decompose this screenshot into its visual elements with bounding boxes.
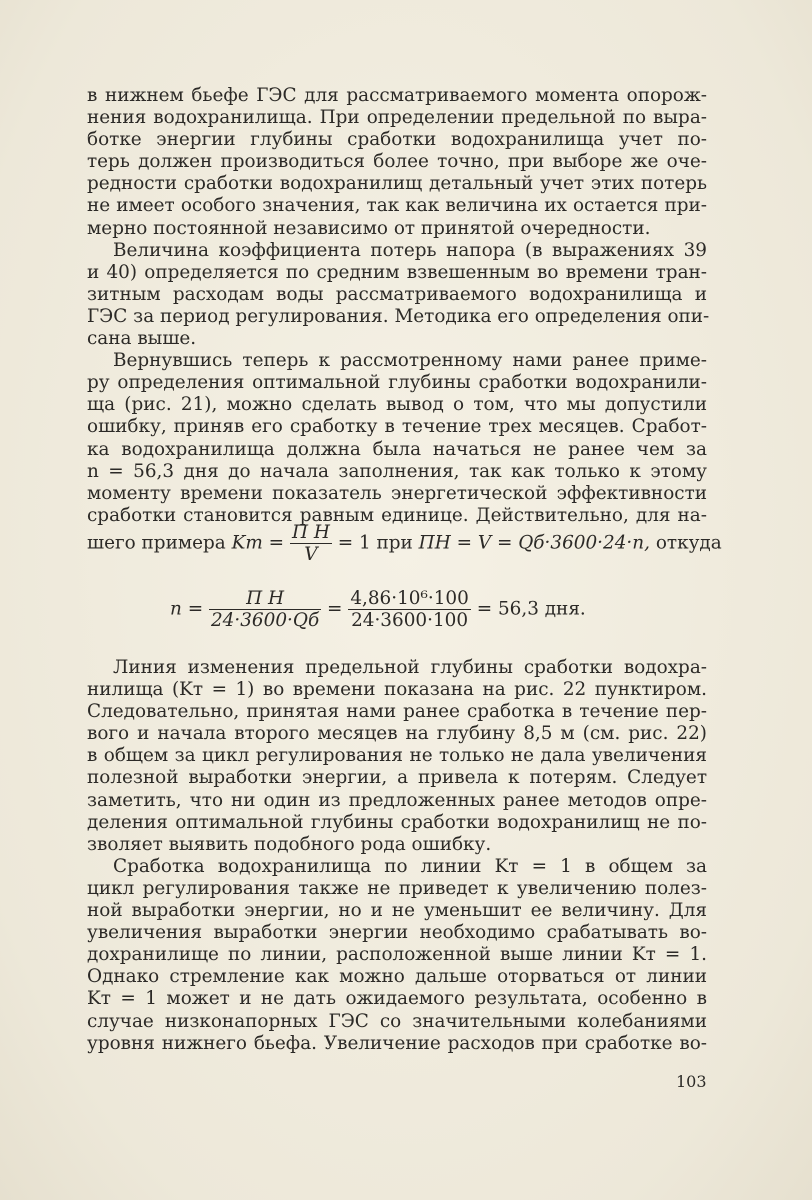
text-line: зволяет выявить подобного рода ошибку. bbox=[87, 833, 492, 855]
formula-prefix: шего примера bbox=[87, 532, 226, 554]
page-number: 103 bbox=[676, 1072, 707, 1091]
text-line: ной выработки энергии, но и не уменьшит ее величину. Для bbox=[87, 900, 707, 922]
text-line: терь должен производиться более точно, при выборе же оче- bbox=[87, 151, 707, 173]
text-line: дохранилище по линии, расположенной выше линии Kт = 1. bbox=[87, 944, 707, 966]
paragraph-start: Вернувшись теперь к рассмотренному нами ранее приме- bbox=[113, 350, 707, 372]
formula-kt bbox=[87, 522, 722, 565]
text-line: ща (рис. 21), можно сделать вывод о том, что мы допустили bbox=[87, 394, 707, 416]
fraction-numeric bbox=[348, 588, 471, 631]
text-line: сана выше. bbox=[87, 328, 197, 350]
text-line: уровня нижнего бьефа. Увеличение расходов при сработке во- bbox=[87, 1032, 707, 1054]
text-line: ру определения оптимальной глубины сработки водохранили- bbox=[87, 372, 707, 394]
text-line: ка водохранилища должна была начаться не ранее чем за bbox=[87, 438, 707, 460]
paragraph-start: Величина коэффициента потерь напора (в выражениях 39 bbox=[113, 239, 707, 261]
text-line: сработки становится равным единице. Действительно, для на- bbox=[87, 504, 707, 526]
text-line: вого и начала второго месяцев на глубину 8,5 м (см. рис. 22) bbox=[87, 723, 707, 745]
formula-equals: = bbox=[268, 532, 285, 554]
text-line: заметить, что ни один из предложенных ранее методов опре- bbox=[87, 789, 707, 811]
text-line: случае низконапорных ГЭС со значительными колебаниями bbox=[87, 1010, 707, 1032]
fraction-numerator: П Н bbox=[291, 522, 330, 543]
text-line: ошибку, приняв его сработку в течение трех месяцев. Сработ- bbox=[87, 416, 707, 438]
formula-n bbox=[170, 588, 586, 631]
text-line: в нижнем бьефе ГЭС для рассматриваемого момента опорож- bbox=[87, 85, 707, 106]
paragraph-start: Сработка водохранилища по линии Kт = 1 в общем за bbox=[113, 855, 707, 877]
text-line: не имеет особого значения, так как величина их остается при- bbox=[87, 195, 707, 217]
text-line: увеличения выработки энергии необходимо срабатывать во- bbox=[87, 922, 707, 944]
text-line: Kт = 1 может и не дать ожидаемого результата, особенно в bbox=[87, 988, 707, 1010]
text-line: полезной выработки энергии, а привела к потерям. Следует bbox=[87, 767, 707, 789]
text-line: деления оптимальной глубины сработки водохранилищ не по- bbox=[87, 811, 707, 833]
formula-equals-one: = 1 при bbox=[337, 532, 413, 554]
text-line: моменту времени показатель энергетической эффективности bbox=[87, 482, 707, 504]
formula-equals: = bbox=[327, 598, 343, 620]
text-line: в общем за цикл регулирования не только не дала увеличения bbox=[87, 745, 707, 767]
text-line: нения водохранилища. При определении предельной по выра- bbox=[87, 107, 707, 129]
fraction-numerator: 4,86·10⁶·100 bbox=[350, 588, 469, 609]
fraction-denominator: 24·3600·100 bbox=[348, 609, 471, 631]
fraction-ph-over-v bbox=[290, 522, 332, 565]
formula-result: = 56,3 дня. bbox=[476, 598, 586, 620]
formula-rhs: ПН = V = Qб·3600·24·n, bbox=[418, 532, 650, 554]
formula-k-symbol: Kт bbox=[231, 532, 263, 554]
text-block-top bbox=[87, 85, 710, 527]
text-block-bottom bbox=[87, 657, 707, 1055]
text-line: и 40) определяется по средним взвешенным во времени тран- bbox=[87, 261, 707, 283]
fraction-numerator: П Н bbox=[246, 588, 285, 609]
text-line: нилища (Kт = 1) во времени показана на рис. 22 пунктиром. bbox=[87, 679, 707, 701]
text-line: n = 56,3 дня до начала заполнения, так как только к этому bbox=[87, 460, 707, 482]
text-line: ботке энергии глубины сработки водохранилища учет по- bbox=[87, 129, 707, 151]
text-line: ГЭС за период регулирования. Методика его определения опи- bbox=[87, 305, 710, 327]
text-line: зитным расходам воды рассматриваемого водохранилища и bbox=[87, 283, 707, 305]
paragraph-start: Линия изменения предельной глубины сработки водохра- bbox=[113, 657, 707, 678]
text-line: цикл регулирования также не приведет к увеличению полез- bbox=[87, 877, 707, 899]
fraction-ph-over-product bbox=[209, 588, 321, 631]
fraction-denominator: 24·3600·Qб bbox=[210, 610, 320, 631]
formula-suffix: откуда bbox=[655, 532, 722, 554]
text-line: Следовательно, принятая нами ранее сработка в течение пер- bbox=[87, 701, 707, 723]
text-line: мерно постоянной независимо от принятой очередности. bbox=[87, 217, 651, 239]
fraction-denominator: V bbox=[290, 543, 332, 565]
text-line: редности сработки водохранилищ детальный учет этих потерь bbox=[87, 173, 707, 195]
text-line: Однако стремление как можно дальше оторваться от линии bbox=[87, 966, 707, 988]
formula-n-lhs: n = bbox=[170, 598, 204, 620]
